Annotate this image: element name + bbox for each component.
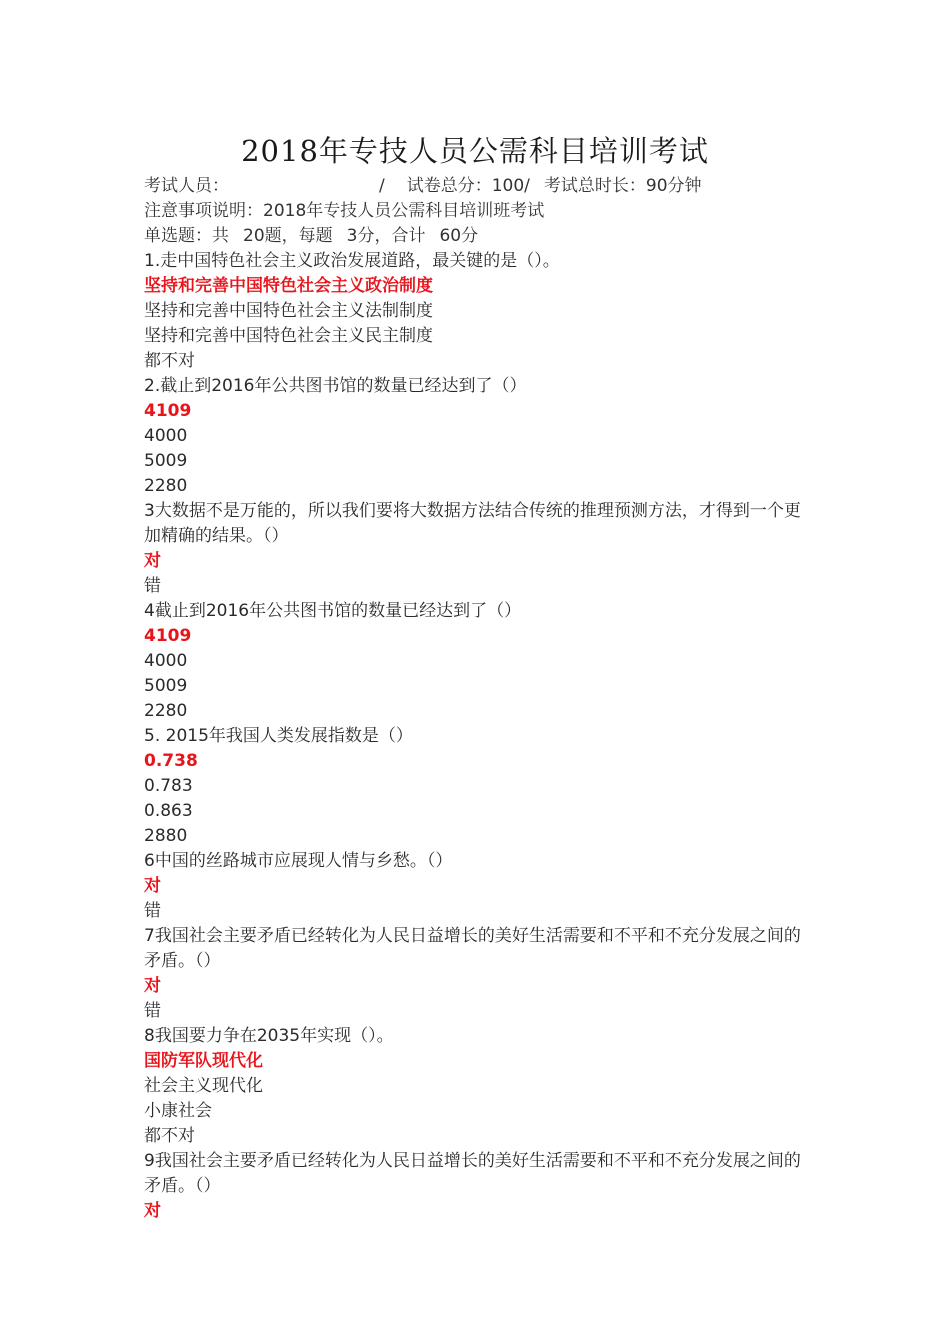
answer-option: 2280	[144, 476, 188, 496]
correct-answer-option: 对	[144, 551, 161, 571]
correct-answer-option: 国防军队现代化	[144, 1051, 263, 1071]
question-list	[144, 249, 814, 1224]
answer-option: 5009	[144, 451, 188, 471]
points-total: 60分	[439, 226, 479, 246]
correct-answer-option: 对	[144, 876, 161, 896]
answer-option: 错	[144, 901, 161, 921]
exam-body	[144, 174, 814, 1224]
correct-answer-option: 坚持和完善中国特色社会主义政治制度	[144, 276, 433, 296]
exam-duration: 考试总时长：90分钟	[543, 176, 702, 196]
correct-answer-option: 0.738	[144, 751, 198, 771]
points-per-question: 3分，合计	[346, 226, 426, 246]
question-text: 3大数据不是万能的，所以我们要将大数据方法结合传统的推理预测方法，才得到一个更加精确的结果。（）	[144, 501, 801, 546]
info-slash: /	[379, 176, 385, 196]
answer-option: 错	[144, 1001, 161, 1021]
question-text: 7我国社会主要矛盾已经转化为人民日益增长的美好生活需要和不平和不充分发展之间的矛盾。（）	[144, 926, 801, 971]
answer-option: 4000	[144, 426, 188, 446]
question-text: 4截止到2016年公共图书馆的数量已经达到了（）	[144, 601, 522, 621]
total-score: 试卷总分：100/	[406, 176, 530, 196]
answer-option: 社会主义现代化	[144, 1076, 263, 1096]
answer-option: 2880	[144, 826, 188, 846]
answer-option: 都不对	[144, 1126, 195, 1146]
question-text: 6中国的丝路城市应展现人情与乡愁。（）	[144, 851, 453, 871]
question-text: 1.走中国特色社会主义政治发展道路，最关键的是（）。	[144, 251, 560, 271]
section-prefix: 单选题：共	[144, 226, 229, 246]
answer-option: 坚持和完善中国特色社会主义法制制度	[144, 301, 433, 321]
exam-info-line	[144, 174, 814, 199]
question-text: 9我国社会主要矛盾已经转化为人民日益增长的美好生活需要和不平和不充分发展之间的矛盾。（）	[144, 1151, 801, 1196]
examinee-label: 考试人员：	[144, 176, 229, 196]
answer-option: 小康社会	[144, 1101, 212, 1121]
answer-option: 都不对	[144, 351, 195, 371]
correct-answer-option: 对	[144, 1201, 161, 1221]
answer-option: 2280	[144, 701, 188, 721]
correct-answer-option: 4109	[144, 626, 192, 646]
question-text: 8我国要力争在2035年实现（）。	[144, 1026, 394, 1046]
answer-option: 0.863	[144, 801, 193, 821]
correct-answer-option: 对	[144, 976, 161, 996]
question-count: 20题，每题	[243, 226, 333, 246]
answer-option: 5009	[144, 676, 188, 696]
answer-option: 错	[144, 576, 161, 596]
answer-option: 坚持和完善中国特色社会主义民主制度	[144, 326, 433, 346]
answer-option: 0.783	[144, 776, 193, 796]
question-text: 2.截止到2016年公共图书馆的数量已经达到了（）	[144, 376, 527, 396]
correct-answer-option: 4109	[144, 401, 192, 421]
page-title: 2018年专技人员公需科目培训考试	[241, 134, 709, 168]
section-heading	[144, 224, 814, 249]
question-text: 5. 2015年我国人类发展指数是（）	[144, 726, 413, 746]
answer-option: 4000	[144, 651, 188, 671]
notice-line: 注意事项说明：2018年专技人员公需科目培训班考试	[144, 201, 545, 221]
